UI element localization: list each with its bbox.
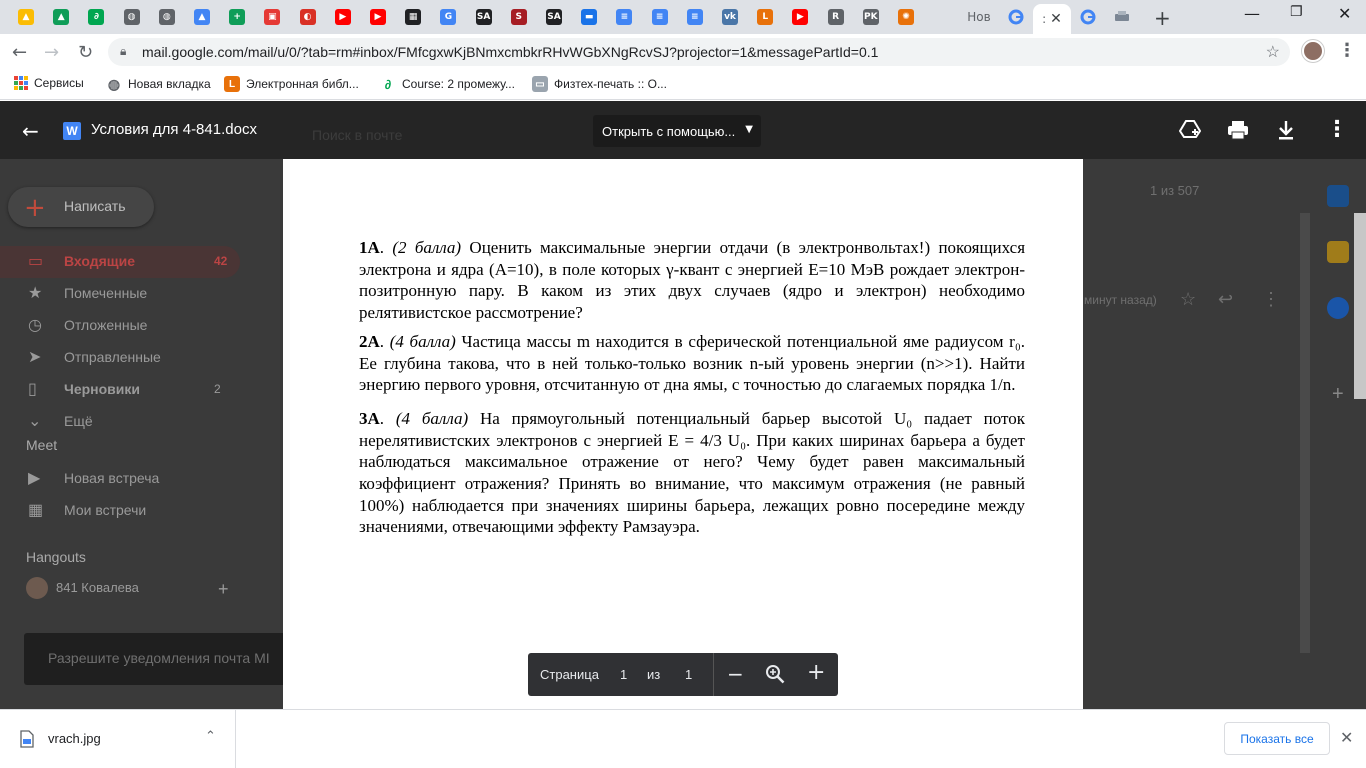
star-icon[interactable]: ☆	[1180, 289, 1197, 309]
add-to-drive-icon[interactable]	[1179, 118, 1201, 140]
document-text	[359, 237, 1025, 545]
tab-23[interactable]	[822, 6, 850, 28]
docs-icon: ≡	[616, 9, 632, 25]
problem-3: 3А. (4 балла) На прямоугольный потенциальный барьер высотой U₀ падает поток нерелятивистских электронов с энергией E = 4/3 U₀. При каких ширинах барьера a будет наблюдаться максимальное отражение от него? Чему будет равен максимальный коэффициент отражения? Принять во внимание, что максимум отражения (не равный 100%) наблюдается при значениях ширины барьера, лежащих ровно посередине между значениями, отвечающими эффекту Рамзауэра.	[359, 408, 1026, 537]
vk-icon: vk	[722, 9, 738, 25]
new-tab-icon[interactable]: +	[1154, 6, 1171, 30]
close-downloads-icon[interactable]: ✕	[1340, 728, 1354, 747]
bookmark-star-icon[interactable]: ☆	[1265, 44, 1280, 61]
tab-16[interactable]	[575, 6, 603, 28]
google-drive-icon: ▲	[53, 9, 69, 25]
google-drive-icon: ▲	[194, 9, 210, 25]
reload-icon[interactable]: ↻	[78, 42, 94, 63]
tab-10[interactable]	[364, 6, 392, 28]
folder-item[interactable]: Входящие	[64, 253, 135, 269]
chevron-down-icon: ⌄	[28, 411, 42, 430]
calendar-icon: ▦	[28, 502, 44, 519]
folder-item[interactable]: Помеченные	[64, 285, 148, 301]
forward-icon[interactable]: →	[44, 42, 60, 63]
tab-4[interactable]	[153, 6, 181, 28]
youtube-icon: ▶	[335, 9, 351, 25]
profile-avatar[interactable]	[1302, 40, 1324, 62]
tab-9[interactable]	[329, 6, 357, 28]
s-red-icon: S	[511, 9, 527, 25]
folder-count: 42	[214, 254, 228, 268]
keep-addon-icon[interactable]	[1327, 241, 1349, 263]
folder-item[interactable]: Черновики	[64, 381, 141, 397]
page-controls	[528, 653, 838, 696]
meet-title: Meet	[26, 437, 58, 453]
pk-icon: PK	[863, 9, 879, 25]
google-icon: G	[440, 9, 456, 25]
toolbar	[0, 34, 1366, 70]
tab-active[interactable]	[1033, 4, 1071, 34]
download-filename: vrach.jpg	[48, 731, 101, 746]
minimize-icon[interactable]: —	[1244, 4, 1260, 23]
sa-icon: SA	[476, 9, 492, 25]
download-icon[interactable]	[1276, 119, 1296, 141]
grid-icon: ▦	[405, 9, 421, 25]
folder-item[interactable]: Отложенные	[64, 317, 148, 333]
window-close-icon[interactable]: ✕	[1338, 4, 1352, 23]
tab-12[interactable]	[434, 6, 462, 28]
tab-5[interactable]	[188, 6, 216, 28]
bookmark-label: Сервисы	[34, 76, 84, 90]
problem-score: (4 балла)	[389, 331, 456, 351]
atom-icon: ✺	[898, 9, 914, 25]
send-icon: ➤	[28, 347, 42, 366]
add-contact-icon[interactable]: +	[218, 579, 229, 599]
google-icon	[1080, 9, 1096, 25]
tab-partial-title: Нов	[967, 10, 991, 24]
chrome-menu-icon[interactable]: ⋮	[1338, 40, 1356, 61]
maximize-icon[interactable]: ❐	[1290, 4, 1303, 20]
r-icon: R	[828, 9, 844, 25]
tab-19[interactable]	[681, 6, 709, 28]
chevron-up-icon[interactable]: ⌃	[205, 729, 216, 744]
bookmark-label: Новая вкладка	[128, 77, 211, 91]
tab-strip	[0, 0, 1366, 34]
tab-close-icon[interactable]: ✕	[1050, 11, 1062, 27]
clock-icon: ◷	[28, 315, 42, 334]
of-label: из	[647, 667, 661, 682]
download-bar	[0, 709, 1366, 768]
printer-fiztech-icon	[1113, 9, 1131, 25]
course-icon: ∂	[380, 76, 396, 92]
tab-3[interactable]	[118, 6, 146, 28]
folder-count: 2	[214, 382, 221, 396]
compose-label: Написать	[64, 198, 126, 214]
page-scrollbar[interactable]	[1354, 213, 1366, 399]
google-drive-icon: ▲	[18, 9, 34, 25]
file-name: Условия для 4-841.docx	[91, 121, 257, 138]
add-addon-icon[interactable]: +	[1332, 383, 1344, 405]
google-icon	[1008, 9, 1024, 25]
tab-17[interactable]	[610, 6, 638, 28]
page-label: Страница	[540, 667, 599, 682]
video-icon: ▶	[28, 470, 41, 487]
zoom-icon[interactable]	[765, 664, 785, 687]
print-icon[interactable]	[1227, 120, 1249, 140]
current-page-input[interactable]: 1	[620, 667, 628, 682]
tab-google[interactable]	[1002, 6, 1030, 28]
library-l-icon: L	[224, 76, 240, 92]
compose-button[interactable]	[8, 187, 154, 227]
inbox-icon: ▭	[28, 251, 44, 270]
more-options-icon[interactable]: ⋮	[1326, 117, 1348, 142]
problem-2: 2А. (4 балла) Частица массы m находится в сферической потенциальной яме радиусом r₀. Ее глубина такова, что в ней только-только возник n-ый уровень энергии (n>>1). Найти энергию первого уровня, отсчитанную от дна ямы, с точностью до слагаемых порядка 1/n.	[359, 331, 1026, 395]
sa-icon: SA	[546, 9, 562, 25]
zoom-in-icon[interactable]: +	[807, 660, 826, 685]
globe-icon: ◍	[159, 9, 175, 25]
tab-25[interactable]	[892, 6, 920, 28]
gmail-red-icon: ◐	[300, 9, 316, 25]
bookmark-services[interactable]	[14, 76, 84, 90]
bookmark-label: Физтех-печать :: О...	[554, 77, 667, 91]
back-icon[interactable]: ←	[12, 42, 28, 63]
tab-2[interactable]	[82, 6, 110, 28]
tab-google-2[interactable]	[1074, 6, 1102, 28]
hangouts-title: Hangouts	[26, 549, 86, 565]
sheets-plus-icon: +	[229, 9, 245, 25]
apps-grid-icon	[14, 76, 28, 90]
folder-item[interactable]: Отправленные	[64, 349, 161, 365]
file-image-icon	[20, 730, 34, 753]
tab-11[interactable]	[399, 6, 427, 28]
star-icon: ★	[28, 283, 43, 302]
notification-banner	[24, 633, 324, 685]
tab-14[interactable]	[505, 6, 533, 28]
youtube-icon: ▶	[792, 9, 808, 25]
calendar-addon-icon[interactable]	[1327, 185, 1349, 207]
tab-13[interactable]	[470, 6, 498, 28]
close-viewer-icon[interactable]: ←	[22, 119, 39, 143]
document-page	[283, 159, 1083, 709]
problem-score: (4 балла)	[395, 408, 469, 428]
youtube-icon: ▶	[370, 9, 386, 25]
open-with-button[interactable]	[593, 115, 761, 147]
globe-icon: ◍	[107, 75, 121, 92]
scrollbar[interactable]	[1300, 213, 1310, 653]
compose-plus-icon: +	[24, 193, 46, 223]
chat-icon: ▬	[581, 9, 597, 25]
zoom-out-icon[interactable]: −	[727, 662, 744, 686]
globe-icon: ◍	[124, 9, 140, 25]
show-all-label: Показать все	[1240, 731, 1314, 746]
tab-18[interactable]	[646, 6, 674, 28]
printer-icon: ▭	[532, 76, 548, 92]
show-all-button[interactable]	[1224, 722, 1330, 755]
reply-icon[interactable]: ↩	[1218, 289, 1234, 309]
more-icon[interactable]: ⋮	[1262, 289, 1280, 309]
problem-number: 2А	[359, 331, 380, 351]
tab-20[interactable]	[716, 6, 744, 28]
problem-text: Оценить максимальные энергии отдачи (в электронвольтах!) покоящихся электрона и ядра (A=10), в поле которых γ-квант с энергией E=10 МэВ рождает электрон-позитронную пару. В каком из этих двух случаев (ядро и электрон) необходимо релятивистское рассмотрение?	[359, 238, 1026, 323]
l-orange-icon: L	[757, 9, 773, 25]
tab-0[interactable]	[12, 6, 40, 28]
bookmark-fiztech[interactable]	[532, 76, 667, 92]
docs-icon: ≡	[687, 9, 703, 25]
notification-text: Разрешите уведомления почта MI	[48, 650, 270, 666]
viewer-header	[0, 101, 1366, 159]
draft-icon: ▯	[28, 379, 37, 398]
meet-new[interactable]: Новая встреча	[64, 470, 160, 486]
download-item[interactable]	[0, 710, 236, 768]
time-ago: минут назад)	[1084, 293, 1157, 307]
open-with-label: Открыть с помощью...	[602, 123, 736, 139]
tab-24[interactable]	[857, 6, 885, 28]
bookmark-label: Course: 2 промежу...	[402, 77, 515, 91]
hangouts-user[interactable]: 841 Ковалева	[56, 580, 139, 595]
tab-6[interactable]	[223, 6, 251, 28]
docs-icon: ≡	[652, 9, 668, 25]
pagination-text: 1 из 507	[1150, 183, 1200, 198]
tab-7[interactable]	[258, 6, 286, 28]
address-bar[interactable]	[108, 38, 1290, 66]
bookmark-library[interactable]	[224, 76, 359, 92]
problem-score: (2 балла)	[392, 238, 462, 257]
problem-number: 1А	[359, 238, 380, 257]
bookmarks-bar	[0, 70, 1366, 100]
lock-icon: 🔒︎	[120, 44, 127, 58]
tasks-addon-icon[interactable]	[1327, 297, 1349, 319]
tab-21[interactable]	[751, 6, 779, 28]
tab-22[interactable]	[786, 6, 814, 28]
problem-number: 3А	[359, 408, 380, 428]
slides-icon: ▣	[264, 9, 280, 25]
problem-text: На прямоугольный потенциальный барьер высотой U₀ падает поток нерелятивистских электронов с энергией E = 4/3 U₀. При каких ширинах барьера a будет наблюдаться максимальное отражение от него? Чему будет равен максимальный коэффициент отражения? Принять во внимание, что максимум отражения (не равный 100%) наблюдается при значениях ширины барьера, лежащих ровно посередине между значениями, отвечающими эффекту Рамзауэра.	[359, 408, 1026, 537]
tab-active-title: :	[1042, 12, 1047, 26]
divider	[713, 653, 714, 696]
bookmark-label: Электронная библ...	[246, 77, 359, 91]
meet-my[interactable]: Мои встречи	[64, 502, 147, 518]
bookmark-new-tab[interactable]	[106, 76, 211, 92]
word-doc-icon: W	[63, 122, 81, 140]
tab-1[interactable]	[47, 6, 75, 28]
ya-icon: ∂	[88, 9, 104, 25]
tab-15[interactable]	[540, 6, 568, 28]
hangouts-avatar[interactable]	[26, 577, 48, 599]
tab-fiztech[interactable]	[1108, 6, 1136, 28]
tab-partial[interactable]	[964, 6, 994, 28]
tab-8[interactable]	[294, 6, 322, 28]
problem-text: Частица массы m находится в сферической потенциальной яме радиусом r₀. Ее глубина такова, что в ней только-только возник n-ый уровень энергии (n>>1). Найти энергию первого уровня, отсчитанную от дна ямы, с точностью до слагаемых порядка 1/n.	[359, 331, 1026, 395]
problem-1: 1А. (2 балла) Оценить максимальные энергии отдачи (в электронвольтах!) покоящихся электрона и ядра (A=10), в поле которых γ-квант с энергией E=10 МэВ рождает электрон-позитронную пару. В каком из этих двух случаев (ядро и электрон) необходимо релятивистское рассмотрение?	[359, 238, 1026, 323]
bookmark-course[interactable]	[380, 76, 515, 92]
total-pages: 1	[685, 667, 693, 682]
folder-item[interactable]: Ещё	[64, 413, 93, 429]
chevron-down-icon: ▼	[745, 124, 753, 135]
url-text: mail.google.com/mail/u/0/?tab=rm#inbox/FMfcgxwKjBNmxcmbkrRHvWGbXNgRcvSJ?projector=1&messagePartId=0.1	[142, 44, 879, 60]
